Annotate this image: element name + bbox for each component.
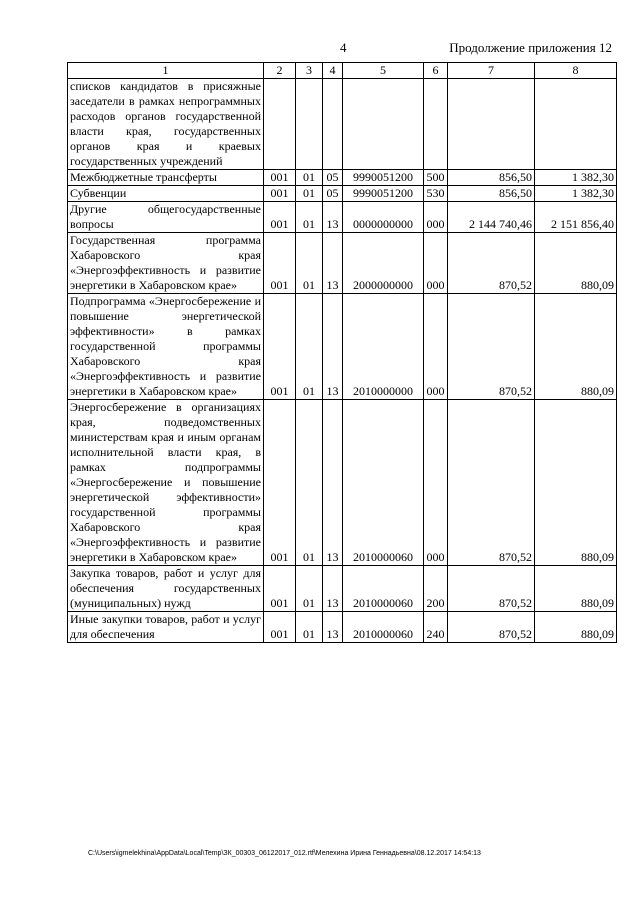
column-header: 3 [296, 63, 323, 79]
cell-target: 2000000000 [343, 233, 424, 294]
cell-code: 001 [264, 233, 296, 294]
cell-amount-1: 870,52 [448, 400, 535, 566]
cell-type [424, 79, 448, 170]
column-header: 4 [323, 63, 343, 79]
cell-subsection: 05 [323, 186, 343, 202]
table-row [68, 294, 617, 400]
table-header-row [68, 63, 617, 79]
cell-amount-2: 880,09 [535, 566, 617, 612]
table-row [68, 186, 617, 202]
cell-type: 000 [424, 202, 448, 233]
cell-subsection: 13 [323, 566, 343, 612]
cell-target: 9990051200 [343, 170, 424, 186]
table-row [68, 79, 617, 170]
cell-code [264, 79, 296, 170]
cell-code: 001 [264, 294, 296, 400]
row-name: Закупка товаров, работ и услуг для обеспечения государственных (муниципальных) нужд [68, 566, 264, 612]
cell-amount-2 [535, 79, 617, 170]
row-name: Подпрограмма «Энергосбережение и повышение энергетической эффективности» в рамках государственной программы Хабаровского края «Энергоэффективность и развитие энергетики в Хабаровском крае» [68, 294, 264, 400]
page-number: 4 [340, 40, 347, 55]
cell-code: 001 [264, 612, 296, 643]
column-header: 2 [264, 63, 296, 79]
cell-amount-2: 880,09 [535, 400, 617, 566]
cell-amount-2: 1 382,30 [535, 170, 617, 186]
cell-section: 01 [296, 294, 323, 400]
cell-amount-2: 880,09 [535, 233, 617, 294]
table-row [68, 566, 617, 612]
row-name: Энергосбережение в организациях края, подведомственных министерствам края и иным органам исполнительной власти края, в рамках подпрограммы «Энергосбережение и повышение энергетической эффективности» государственной программы Хабаровского края «Энергоэффективность и развитие энергетики в Хабаровском крае» [68, 400, 264, 566]
cell-subsection: 13 [323, 612, 343, 643]
table-row [68, 400, 617, 566]
cell-target: 2010000060 [343, 566, 424, 612]
table-row [68, 612, 617, 643]
cell-type: 240 [424, 612, 448, 643]
cell-type: 530 [424, 186, 448, 202]
cell-type: 000 [424, 400, 448, 566]
cell-amount-1: 870,52 [448, 233, 535, 294]
cell-section: 01 [296, 186, 323, 202]
file-path-footer: C:\Users\igmelekhina\AppData\Local\Temp\ЗК_00303_06122017_012.rtf\Мелехина Ирина Геннадьевна\08.12.2017 14:54:13 [88, 850, 481, 857]
cell-amount-1: 856,50 [448, 170, 535, 186]
row-name: списков кандидатов в присяжные заседатели в рамках непрограммных расходов органов государственной власти края, государственных органов края и краевых государственных учреждений [68, 79, 264, 170]
cell-subsection: 13 [323, 233, 343, 294]
cell-code: 001 [264, 202, 296, 233]
cell-section: 01 [296, 612, 323, 643]
cell-type: 000 [424, 233, 448, 294]
cell-target: 2010000000 [343, 294, 424, 400]
budget-table [67, 62, 617, 643]
column-header: 7 [448, 63, 535, 79]
cell-amount-1: 856,50 [448, 186, 535, 202]
cell-target: 2010000060 [343, 612, 424, 643]
cell-amount-2: 1 382,30 [535, 186, 617, 202]
cell-type: 000 [424, 294, 448, 400]
cell-target [343, 79, 424, 170]
row-name: Другие общегосударственные вопросы [68, 202, 264, 233]
cell-amount-1: 870,52 [448, 294, 535, 400]
cell-section: 01 [296, 233, 323, 294]
table-row [68, 233, 617, 294]
cell-section: 01 [296, 202, 323, 233]
cell-amount-1 [448, 79, 535, 170]
cell-code: 001 [264, 400, 296, 566]
cell-code: 001 [264, 186, 296, 202]
column-header: 5 [343, 63, 424, 79]
cell-section: 01 [296, 400, 323, 566]
column-header: 1 [68, 63, 264, 79]
cell-type: 200 [424, 566, 448, 612]
cell-subsection: 13 [323, 294, 343, 400]
row-name: Иные закупки товаров, работ и услуг для обеспечения [68, 612, 264, 643]
table-row [68, 202, 617, 233]
cell-amount-2: 880,09 [535, 294, 617, 400]
cell-subsection: 13 [323, 400, 343, 566]
cell-target: 0000000000 [343, 202, 424, 233]
column-header: 8 [535, 63, 617, 79]
cell-amount-2: 2 151 856,40 [535, 202, 617, 233]
row-name: Межбюджетные трансферты [68, 170, 264, 186]
cell-section: 01 [296, 170, 323, 186]
cell-subsection [323, 79, 343, 170]
cell-amount-1: 870,52 [448, 612, 535, 643]
row-name: Государственная программа Хабаровского края «Энергоэффективность и развитие энергетики в Хабаровском крае» [68, 233, 264, 294]
cell-code: 001 [264, 170, 296, 186]
table-row [68, 170, 617, 186]
cell-target: 2010000060 [343, 400, 424, 566]
annex-title: Продолжение приложения 12 [449, 40, 612, 55]
cell-type: 500 [424, 170, 448, 186]
cell-amount-1: 870,52 [448, 566, 535, 612]
row-name: Субвенции [68, 186, 264, 202]
cell-subsection: 05 [323, 170, 343, 186]
cell-section: 01 [296, 566, 323, 612]
cell-target: 9990051200 [343, 186, 424, 202]
column-header: 6 [424, 63, 448, 79]
cell-subsection: 13 [323, 202, 343, 233]
cell-section [296, 79, 323, 170]
cell-amount-2: 880,09 [535, 612, 617, 643]
cell-amount-1: 2 144 740,46 [448, 202, 535, 233]
cell-code: 001 [264, 566, 296, 612]
